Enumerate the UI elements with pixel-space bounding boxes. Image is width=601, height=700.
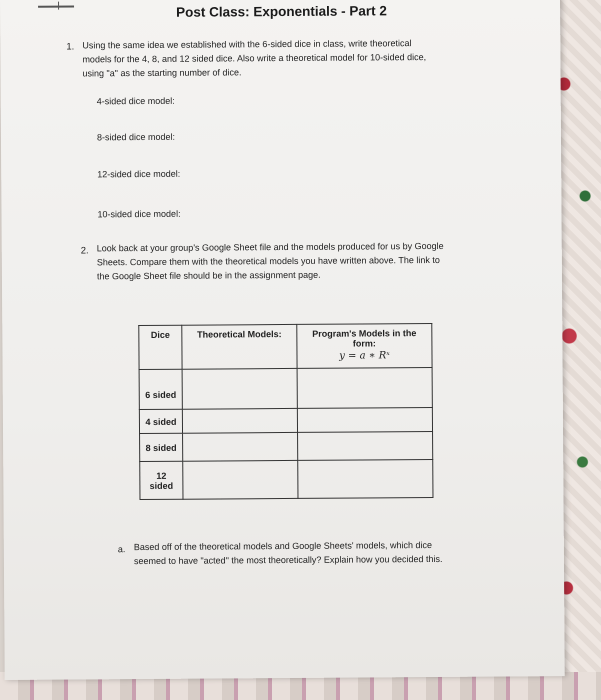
row-label-8-sided: 8 sided xyxy=(140,433,183,461)
table-header-row xyxy=(139,323,432,369)
model-label-10-sided: 10-sided dice model: xyxy=(97,208,181,220)
models-table xyxy=(138,323,433,500)
cell-theoretical-6-sided[interactable] xyxy=(182,368,297,409)
question-1-line-3: using "a" as the starting number of dice. xyxy=(82,67,242,79)
header-formula: y = a ∗ Rˣ xyxy=(339,350,390,362)
cell-program-8-sided[interactable] xyxy=(298,431,433,460)
cell-theoretical-4-sided[interactable] xyxy=(182,408,297,433)
question-2-line-3: the Google Sheet file should be in the assignment page. xyxy=(96,269,321,282)
row-label-6-sided: 6 sided xyxy=(139,369,182,409)
question-2-line-1: Look back at your group's Google Sheet file and the models produced for us by Google xyxy=(96,240,444,254)
model-label-12-sided: 12-sided dice model: xyxy=(97,168,181,180)
cell-program-12-sided[interactable] xyxy=(298,459,433,498)
header-theoretical-models: Theoretical Models: xyxy=(182,324,297,369)
header-programs-line-2: form: xyxy=(352,338,376,349)
model-label-4-sided: 4-sided dice model: xyxy=(96,95,175,107)
pen-mark xyxy=(38,5,74,7)
cell-program-4-sided[interactable] xyxy=(297,407,432,432)
cell-program-6-sided[interactable] xyxy=(297,367,432,408)
table-row xyxy=(140,431,433,461)
cell-theoretical-8-sided[interactable] xyxy=(183,432,298,461)
sub-question-a-label: a. xyxy=(117,544,126,555)
header-dice: Dice xyxy=(139,325,182,369)
page-title: Post Class: Exponentials - Part 2 xyxy=(176,3,387,20)
header-programs-line-1: Program's Models in the xyxy=(312,328,417,339)
row-label-12-sided: 12 sided xyxy=(140,461,183,499)
table-row xyxy=(139,367,432,409)
cell-theoretical-12-sided[interactable] xyxy=(183,460,298,499)
table-row xyxy=(139,407,432,433)
model-label-8-sided: 8-sided dice model: xyxy=(96,131,176,143)
sub-question-a-line-2: seemed to have "acted" the most theoretically? Explain how you decided this. xyxy=(133,553,443,567)
question-1-line-1: Using the same idea we established with the 6-sided dice in class, write theoretical xyxy=(82,38,412,51)
question-2-number: 2. xyxy=(80,245,89,257)
row-label-4-sided: 4 sided xyxy=(139,409,182,433)
table-row xyxy=(140,459,433,499)
header-programs-models xyxy=(297,323,432,368)
sub-question-a-line-1: Based off of the theoretical models and Google Sheets' models, which dice xyxy=(133,539,433,553)
question-1-line-2: models for the 4, 8, and 12 sided dice. Also write a theoretical model for 10-sided dice, xyxy=(82,52,427,65)
question-1-number: 1. xyxy=(66,41,75,53)
question-2-line-2: Sheets. Compare them with the theoretical models you have written above. The link to xyxy=(96,254,440,268)
